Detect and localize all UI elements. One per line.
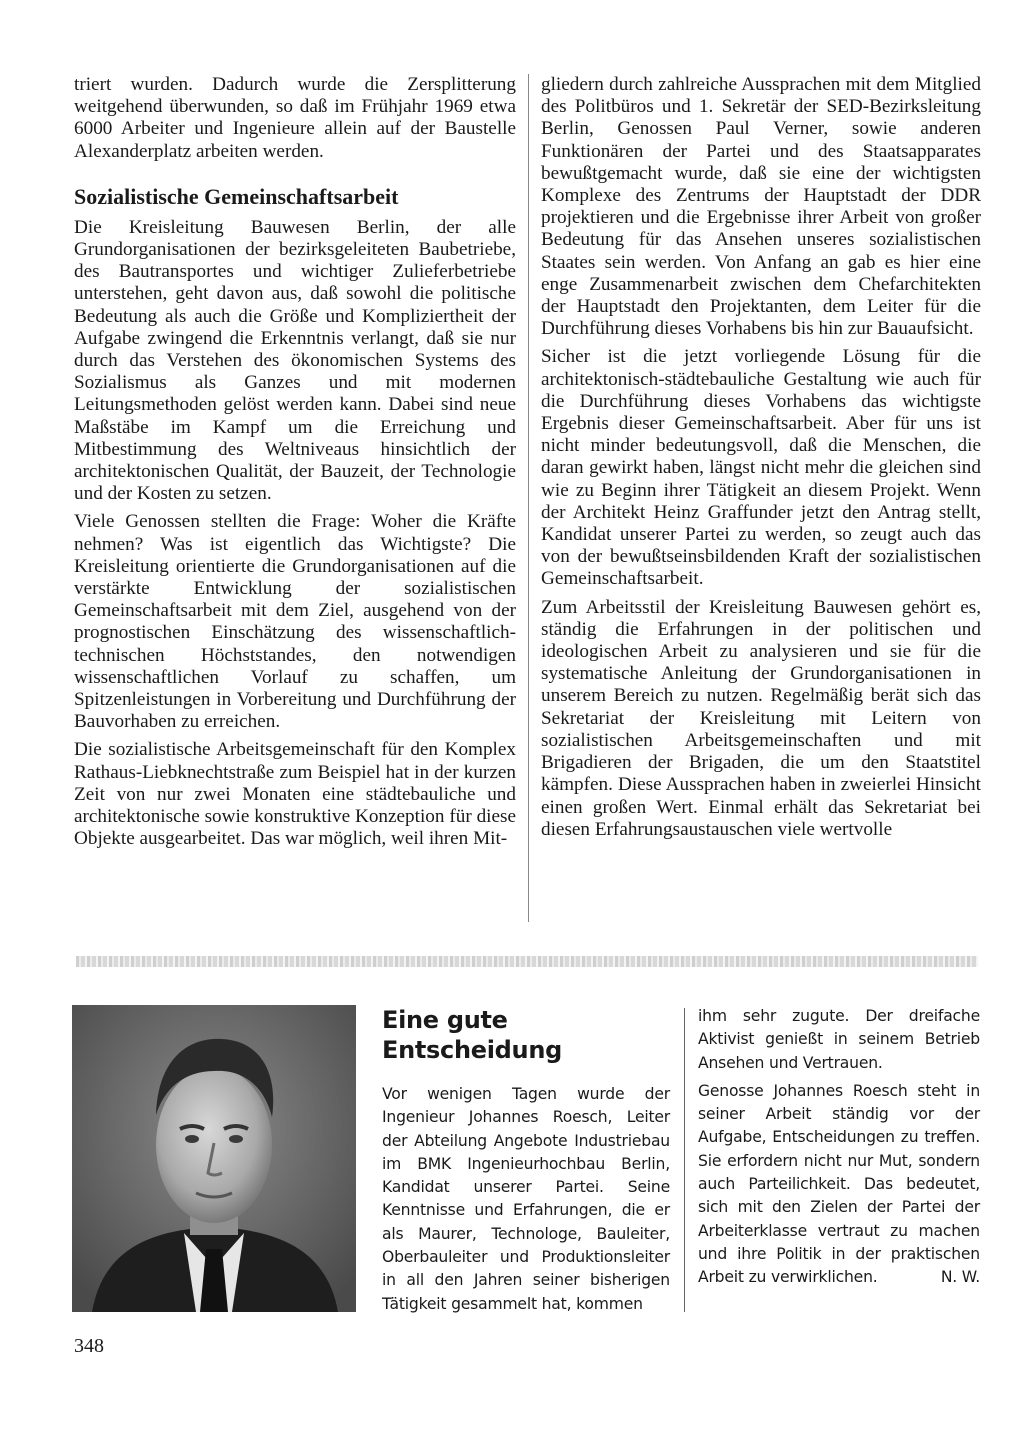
box-paragraph-2: ihm sehr zugute. Der dreifache Aktivist genießt in seinem Betrieb Ansehen und Vertrauen. — [698, 1007, 980, 1072]
left-paragraph-3: Viele Genossen stellten die Frage: Woher die Kräfte nehmen? Was ist eigentlich das Wichtigste? Die Kreisleitung orientierte die Grundorganisationen auf die verstärkte Entwicklung der sozialistischen Gemeinschaftsarbeit mit dem Ziel, ausgehend von der prognostischen Einschätzung des wissenschaftlich-technischen Höchststandes, den notwendigen wissenschaftlichen Vorlauf zu schaffen, um Spitzenleistungen in Vorbereitung und Durchführung der Bauvorhaben zu erreichen. — [74, 511, 516, 733]
right-paragraph-1: gliedern durch zahlreiche Aussprachen mit dem Mitglied des Politbüros und 1. Sekretär der SED-Bezirksleitung Berlin, Genossen Paul Verner, sowie anderen Funktionären der Partei und des Staatsapparates bewußtgemacht wurde, daß sie eine der wichtigsten Komplexe des Zentrums der Hauptstadt der DDR projektieren und die Ergebnisse ihrer Arbeit von großer Bedeutung für das Ansehen unseres sozialistischen Staates sein werden. Von Anfang an gab es hier eine enge Zusammenarbeit zwischen dem Chefarchitekten der Hauptstadt den Projektanten, dem Leiter für die Durchführung dieses Vorhabens bis hin zur Bauaufsicht. — [541, 74, 981, 340]
box-paragraph-3 — [698, 1080, 980, 1290]
box-article-left — [382, 1005, 670, 1321]
box-article-right — [698, 1005, 980, 1295]
right-paragraph-2: Sicher ist die jetzt vorliegende Lösung für die architektonisch-städtebauliche Gestaltung wie auch für die Durchführung dieses Vorhabens das wichtigste Ergebnis dieser Gemeinschaftsarbeit. Aber für uns ist nicht minder bedeutungsvoll, daß die Menschen, die daran gewirkt haben, längst nicht mehr die gleichen sind wie zu Beginn ihrer Tätigkeit an diesem Projekt. Wenn der Architekt Heinz Graffunder jetzt den Antrag stellt, Kandidat unserer Partei zu werden, so zeugt auch das von der bewußtseinsbildenden Kraft der sozialistischen Gemeinschaftsarbeit. — [541, 346, 981, 590]
page-number: 348 — [74, 1335, 104, 1357]
left-paragraph-2: Die Kreisleitung Bauwesen Berlin, der alle Grundorganisationen der bezirksgeleiteten Baubetriebe, des Bautransportes und wichtiger Zulieferbetriebe unterstehen, geht davon aus, daß sowohl die politische Bedeutung als auch die Größe und Kompliziertheit der Aufgabe zwingend die Erkenntnis verlangt, daß sie nur durch das Verstehen des ökonomischen Systems des Sozialismus als Ganzes und mit modernen Leitungsmethoden gelöst werden kann. Dabei sind neue Maßstäbe im Kampf um die Erreichung und Mitbestimmung des Weltniveaus hinsichtlich der architektonischen Qualität, der Bauzeit, der Technologie und der Kosten zu setzen. — [74, 216, 516, 505]
section-separator — [76, 956, 978, 967]
column-divider — [528, 74, 529, 922]
box-heading: Eine gute Entscheidung — [382, 1006, 562, 1064]
left-paragraph-1: triert wurden. Dadurch wurde die Zersplitterung weitgehend überwunden, so daß im Frühjahr 1969 etwa 6000 Arbeiter und Ingenieure allein auf der Baustelle Alexanderplatz arbeiten werden. — [74, 74, 516, 162]
box-paragraph-1: Vor wenigen Tagen wurde der Ingenieur Johannes Roesch, Leiter der Abteilung Angebote Industriebau im BMK Ingenieurhochbau Berlin, Kandidat unserer Partei. Seine Kenntnisse und Erfahrungen, die er als Maurer, Technologe, Bauleiter, Oberbauleiter und Produktionsleiter in all den Jahren seiner bisherigen Tätigkeit gesammelt hat, kommen — [382, 1085, 670, 1313]
author-initials: N. W. — [940, 1268, 980, 1287]
section-heading: Sozialistische Gemeinschaftsarbeit — [74, 183, 399, 209]
box-paragraph-3-text: Genosse Johannes Roesch steht in seiner Arbeit ständig vor der Aufgabe, Entscheidungen zu treffen. Sie erfordern nicht nur Mut, sondern auch Parteilichkeit. Das bedeutet, sich mit den Zielen der Partei der Arbeiterklasse vertraut zu machen und ihre Politik in der praktischen Arbeit zu verwirklichen. — [698, 1081, 980, 1287]
box-divider — [684, 1008, 685, 1312]
right-paragraph-3: Zum Arbeitsstil der Kreisleitung Bauwesen gehört es, ständig die Erfahrungen in der politischen und ideologischen Arbeit zu analysieren und sie für die systematische Anleitung der Grundorganisationen in unserem Bereich zu nutzen. Regelmäßig berät sich das Sekretariat der Kreisleitung mit Leitern von sozialistischen Arbeitsgemeinschaften und mit Brigadieren der Brigaden, die um den Staatstitel kämpfen. Diese Aussprachen haben in zweierlei Hinsicht einen großen Wert. Einmal erhält das Sekretariat bei diesen Erfahrungsaustauschen viele wertvolle — [541, 596, 981, 840]
left-column — [74, 74, 516, 857]
left-paragraph-4: Die sozialistische Arbeitsgemeinschaft für den Komplex Rathaus-Liebknechtstraße zum Beispiel hat in der kurzen Zeit von nur zwei Monaten eine städtebauliche und architektonische sowie konstruktive Konzeption für diese Objekte ausgearbeitet. Das war möglich, weil ihren Mit- — [74, 739, 516, 850]
portrait-photo-icon — [72, 1005, 356, 1312]
right-column — [541, 74, 981, 847]
portrait-photo — [72, 1005, 356, 1312]
